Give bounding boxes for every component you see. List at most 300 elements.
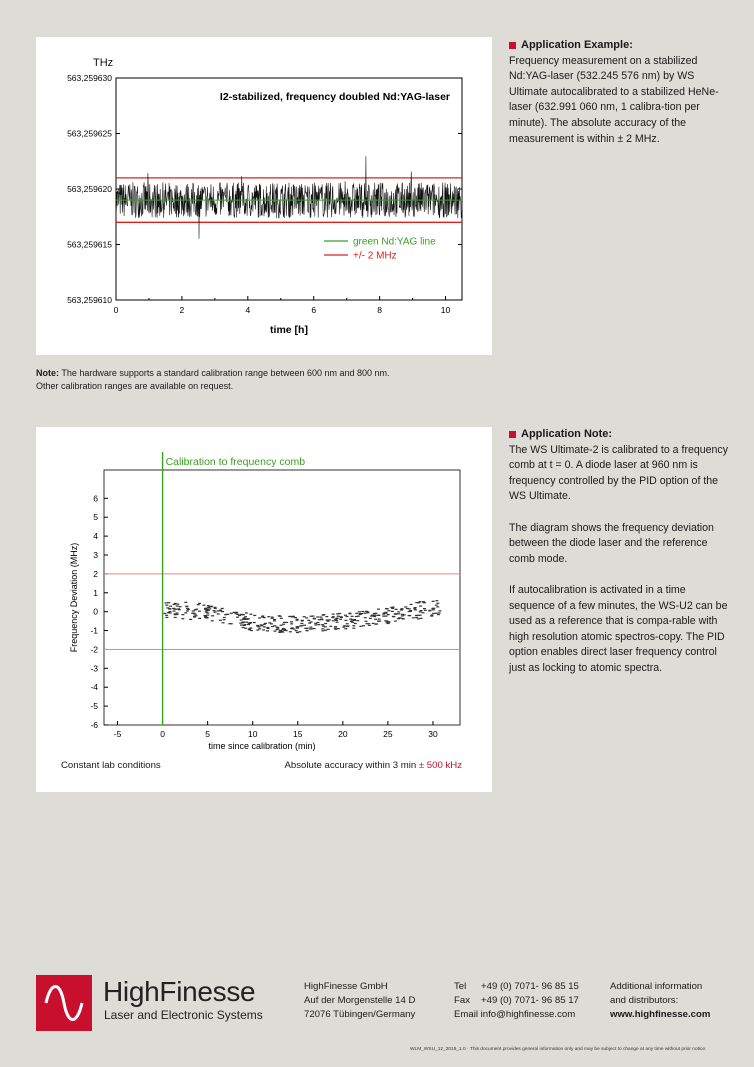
x-tick-label: -5: [113, 729, 122, 739]
data-point: [397, 618, 400, 619]
data-point: [240, 614, 243, 615]
company-name: HighFinesse GmbH: [304, 981, 388, 992]
data-point: [298, 631, 301, 632]
data-point: [397, 613, 400, 614]
data-point: [329, 626, 332, 627]
data-point: [322, 626, 325, 627]
data-point: [247, 624, 250, 625]
y-tick-label: 2: [93, 568, 98, 579]
data-point: [351, 622, 354, 623]
data-point: [415, 617, 418, 618]
note-text: The hardware supports a standard calibration range between 600 nm and 800 nm.: [59, 368, 390, 378]
data-point: [346, 623, 349, 624]
info-block: [610, 980, 710, 1022]
data-point: [248, 623, 251, 624]
data-point: [336, 622, 339, 623]
data-point: [206, 615, 209, 616]
company-logo: [36, 975, 92, 1031]
data-point: [311, 615, 314, 616]
data-point: [266, 630, 269, 631]
data-point: [295, 630, 298, 631]
data-point: [204, 608, 207, 609]
x-tick-label: 20: [338, 729, 348, 739]
data-point: [165, 617, 168, 618]
data-point: [321, 630, 324, 631]
x-tick-label: 5: [205, 729, 211, 739]
data-point: [349, 613, 352, 614]
data-point: [253, 622, 256, 623]
data-point: [221, 611, 224, 612]
data-point: [168, 611, 171, 612]
data-point: [360, 613, 363, 614]
data-point: [228, 623, 231, 624]
data-point: [207, 610, 210, 611]
data-point: [366, 623, 369, 624]
data-point: [256, 629, 259, 630]
data-point: [419, 611, 422, 612]
data-point: [207, 605, 210, 606]
data-point: [352, 625, 355, 626]
data-point: [165, 602, 168, 603]
data-point: [324, 630, 327, 631]
data-point: [364, 613, 367, 614]
data-point: [320, 619, 323, 620]
data-point: [421, 612, 424, 613]
legend-label-red: +/- 2 MHz: [353, 250, 397, 262]
y-tick-label: 5: [93, 512, 98, 523]
data-point: [300, 625, 303, 626]
chart-panel-1: [36, 37, 492, 355]
data-point: [301, 620, 304, 621]
data-point: [233, 612, 236, 613]
data-point: [377, 621, 380, 622]
data-point: [206, 612, 209, 613]
data-point: [435, 613, 438, 614]
data-point: [309, 627, 312, 628]
data-point: [290, 621, 293, 622]
data-point: [203, 615, 206, 616]
data-point: [422, 601, 425, 602]
x-tick-label: 10: [440, 305, 451, 315]
calibration-note: [36, 367, 390, 392]
data-point: [242, 622, 245, 623]
y-tick-label: 563,259630: [67, 73, 112, 83]
data-point: [267, 616, 270, 617]
city: 72076 Tübingen/Germany: [304, 1009, 416, 1020]
data-point: [225, 614, 228, 615]
data-point: [235, 613, 238, 614]
data-point: [266, 627, 269, 628]
data-point: [181, 618, 184, 619]
data-point: [289, 631, 292, 632]
data-point: [364, 617, 367, 618]
data-point: [258, 628, 261, 629]
data-point: [408, 611, 411, 612]
data-point: [163, 613, 166, 614]
data-point: [258, 626, 261, 627]
contact-block: [454, 980, 579, 1022]
sine-wave-icon: [36, 975, 92, 1031]
data-point: [253, 615, 256, 616]
data-point: [365, 611, 368, 612]
data-point: [271, 626, 274, 627]
data-point: [436, 606, 439, 607]
data-point: [319, 616, 322, 617]
data-point: [285, 622, 288, 623]
data-point: [245, 612, 248, 613]
data-point: [424, 610, 427, 611]
data-point: [174, 603, 177, 604]
data-point: [306, 628, 309, 629]
data-point: [432, 609, 435, 610]
data-point: [366, 612, 369, 613]
note-text-2: Other calibration ranges are available on request.: [36, 380, 234, 391]
data-point: [321, 624, 324, 625]
data-point: [327, 629, 330, 630]
data-point: [193, 616, 196, 617]
data-point: [174, 609, 177, 610]
x-axis-label: time [h]: [270, 324, 308, 336]
data-point: [293, 628, 296, 629]
application-example-heading: Application Example:: [509, 38, 721, 54]
data-point: [435, 604, 438, 605]
data-point: [328, 619, 331, 620]
data-point: [307, 620, 310, 621]
y-tick-label: 0: [93, 606, 98, 617]
data-point: [410, 604, 413, 605]
data-point: [432, 601, 435, 602]
application-note: [509, 427, 731, 692]
data-point: [262, 629, 265, 630]
data-point: [186, 610, 189, 611]
data-point: [310, 621, 313, 622]
data-point: [395, 609, 398, 610]
data-point: [346, 616, 349, 617]
measurement-trace: [116, 156, 462, 239]
data-point: [338, 613, 341, 614]
data-point: [335, 620, 338, 621]
data-point: [243, 617, 246, 618]
y-tick-label: 563,259625: [67, 128, 112, 139]
data-point: [263, 617, 266, 618]
data-point: [313, 618, 316, 619]
data-point: [354, 623, 357, 624]
data-point: [372, 623, 375, 624]
data-point: [296, 620, 299, 621]
deviation-chart: [36, 427, 492, 792]
bullet-icon: [509, 42, 516, 49]
data-point: [243, 625, 246, 626]
data-point: [223, 619, 226, 620]
data-point: [222, 622, 225, 623]
data-point: [382, 613, 385, 614]
bullet-icon: [509, 431, 516, 438]
data-point: [313, 628, 316, 629]
data-point: [334, 628, 337, 629]
y-tick-label: 6: [93, 493, 98, 504]
data-point: [371, 615, 374, 616]
y-tick-label: -6: [90, 720, 98, 730]
data-point: [221, 608, 224, 609]
data-point: [316, 616, 319, 617]
data-point: [365, 621, 368, 622]
data-point: [202, 605, 205, 606]
data-point: [303, 625, 306, 626]
caption-lab-conditions: Constant lab conditions: [61, 760, 161, 771]
data-point: [279, 631, 282, 632]
data-point: [369, 618, 372, 619]
data-point: [374, 619, 377, 620]
data-point: [340, 617, 343, 618]
data-point: [198, 611, 201, 612]
data-point: [417, 602, 420, 603]
x-tick-label: 4: [245, 305, 251, 315]
data-point: [412, 617, 415, 618]
data-point: [321, 628, 324, 629]
data-point: [322, 615, 325, 616]
x-tick-label: 2: [179, 305, 185, 315]
data-point: [373, 613, 376, 614]
data-point: [317, 624, 320, 625]
data-point: [394, 614, 397, 615]
data-point: [431, 608, 434, 609]
data-point: [334, 626, 337, 627]
y-axis-label: Frequency Deviation (MHz): [69, 542, 79, 653]
data-point: [205, 611, 208, 612]
data-point: [211, 620, 214, 621]
application-note-p2: The diagram shows the frequency deviation between the diode laser and the reference comb mode.: [509, 521, 714, 565]
data-point: [263, 626, 266, 627]
data-point: [429, 610, 432, 611]
data-point: [219, 610, 222, 611]
data-point: [184, 602, 187, 603]
data-point: [342, 627, 345, 628]
data-point: [432, 613, 435, 614]
data-point: [387, 614, 390, 615]
data-point: [280, 625, 283, 626]
brand-name: HighFinesse: [103, 976, 256, 1007]
data-point: [169, 606, 172, 607]
note-label: Note:: [36, 368, 59, 378]
data-point: [394, 620, 397, 621]
y-axis-unit: THz: [93, 57, 114, 69]
data-point: [276, 628, 279, 629]
data-point: [362, 625, 365, 626]
data-point: [270, 623, 273, 624]
data-point: [249, 614, 252, 615]
data-point: [332, 616, 335, 617]
website-link[interactable]: www.highfinesse.com: [610, 1009, 711, 1020]
data-point: [336, 618, 339, 619]
data-point: [414, 609, 417, 610]
data-point: [181, 614, 184, 615]
x-tick-label: 8: [377, 305, 382, 315]
data-point: [344, 620, 347, 621]
y-tick-label: 563,259620: [67, 184, 112, 194]
data-point: [235, 612, 238, 613]
chart-panel-2: [36, 427, 492, 792]
data-point: [316, 622, 319, 623]
data-point: [374, 624, 377, 625]
application-note-heading: Application Note:: [509, 427, 731, 443]
chart-title: I2-stabilized, frequency doubled Nd:YAG-laser: [219, 91, 450, 103]
data-point: [344, 615, 347, 616]
data-point: [288, 616, 291, 617]
data-point: [219, 620, 222, 621]
data-point: [214, 612, 217, 613]
data-point: [351, 616, 354, 617]
data-point: [382, 616, 385, 617]
fax-number: +49 (0) 7071- 96 85 17: [481, 995, 579, 1006]
data-point: [419, 601, 422, 602]
data-point: [420, 610, 423, 611]
data-point: [383, 612, 386, 613]
data-point: [271, 618, 274, 619]
data-point: [339, 619, 342, 620]
data-point: [332, 620, 335, 621]
y-tick-label: 563,259610: [67, 295, 112, 305]
data-point: [278, 615, 281, 616]
data-point: [305, 617, 308, 618]
data-point: [417, 615, 420, 616]
x-axis-label: time since calibration (min): [208, 741, 316, 751]
frequency-chart: [36, 37, 492, 355]
data-point: [214, 608, 217, 609]
data-point: [423, 608, 426, 609]
y-tick-label: -5: [90, 701, 98, 712]
data-point: [419, 618, 422, 619]
data-point: [377, 615, 380, 616]
data-point: [397, 611, 400, 612]
data-point: [236, 617, 239, 618]
data-point: [248, 629, 251, 630]
data-point: [214, 607, 217, 608]
y-tick-label: 4: [93, 531, 98, 542]
data-point: [263, 624, 266, 625]
data-point: [165, 615, 168, 616]
data-point: [213, 610, 216, 611]
data-point: [244, 628, 247, 629]
data-point: [258, 617, 261, 618]
data-point: [261, 615, 264, 616]
street: Auf der Morgenstelle 14 D: [304, 995, 416, 1006]
data-point: [359, 626, 362, 627]
data-point: [401, 615, 404, 616]
y-tick-label: -3: [90, 663, 98, 674]
data-point: [430, 615, 433, 616]
data-point: [192, 610, 195, 611]
y-tick-label: 1: [93, 587, 98, 598]
data-point: [280, 618, 283, 619]
data-point: [283, 629, 286, 630]
application-example: [509, 38, 721, 163]
data-point: [174, 613, 177, 614]
data-point: [268, 622, 271, 623]
data-point: [325, 616, 328, 617]
data-point: [256, 625, 259, 626]
data-point: [326, 621, 329, 622]
data-point: [400, 608, 403, 609]
data-point: [332, 614, 335, 615]
data-point: [210, 606, 213, 607]
data-point: [217, 613, 220, 614]
data-point: [271, 617, 274, 618]
data-point: [178, 609, 181, 610]
fax-label: Fax: [454, 995, 470, 1006]
data-point: [377, 609, 380, 610]
x-tick-label: 15: [293, 729, 303, 739]
data-point: [387, 610, 390, 611]
tel-number: +49 (0) 7071- 96 85 15: [481, 981, 579, 992]
data-point: [436, 603, 439, 604]
data-point: [334, 619, 337, 620]
data-point: [435, 600, 438, 601]
data-point: [306, 630, 309, 631]
data-point: [413, 608, 416, 609]
data-point: [347, 625, 350, 626]
data-point: [349, 618, 352, 619]
data-point: [400, 609, 403, 610]
data-point: [198, 603, 201, 604]
data-point: [198, 618, 201, 619]
data-point: [356, 620, 359, 621]
data-point: [344, 628, 347, 629]
data-point: [185, 606, 188, 607]
data-point: [176, 605, 179, 606]
data-point: [378, 619, 381, 620]
data-point: [167, 602, 170, 603]
x-tick-label: 6: [311, 305, 317, 315]
data-point: [368, 625, 371, 626]
address-block: [304, 980, 415, 1022]
data-point: [260, 624, 263, 625]
data-point: [285, 630, 288, 631]
x-tick-label: 0: [113, 305, 119, 315]
data-point: [192, 613, 195, 614]
data-point: [355, 616, 358, 617]
x-tick-label: 25: [383, 729, 393, 739]
data-point: [276, 627, 279, 628]
data-point: [324, 623, 327, 624]
brand-tagline: Laser and Electronic Systems: [104, 1008, 263, 1022]
data-point: [401, 614, 404, 615]
data-point: [353, 619, 356, 620]
data-point: [294, 617, 297, 618]
application-note-p3: If autocalibration is activated in a time sequence of a few minutes, the WS-U2 can be used as a reference that is compa-rable with high resolution atomic spectros-copy. The PID option enables direct laser frequency control just as locking to atomic spectra.: [509, 583, 728, 674]
data-point: [392, 616, 395, 617]
email-link[interactable]: Email info@highfinesse.com: [454, 1009, 576, 1020]
legend-label-green: green Nd:YAG line: [353, 236, 436, 248]
info-line-1: Additional information: [610, 981, 703, 992]
data-point: [314, 624, 317, 625]
data-point: [230, 613, 233, 614]
data-point: [408, 608, 411, 609]
x-tick-label: 10: [247, 729, 258, 739]
data-point: [300, 623, 303, 624]
data-point: [355, 613, 358, 614]
data-point: [273, 619, 276, 620]
data-point: [303, 616, 306, 617]
data-point: [246, 619, 249, 620]
data-point: [187, 609, 190, 610]
data-point: [189, 619, 192, 620]
calibration-annotation: Calibration to frequency comb: [165, 456, 306, 468]
data-point: [419, 605, 422, 606]
data-point: [290, 623, 293, 624]
data-point: [204, 617, 207, 618]
plot-frame: [104, 470, 460, 725]
data-point: [337, 628, 340, 629]
